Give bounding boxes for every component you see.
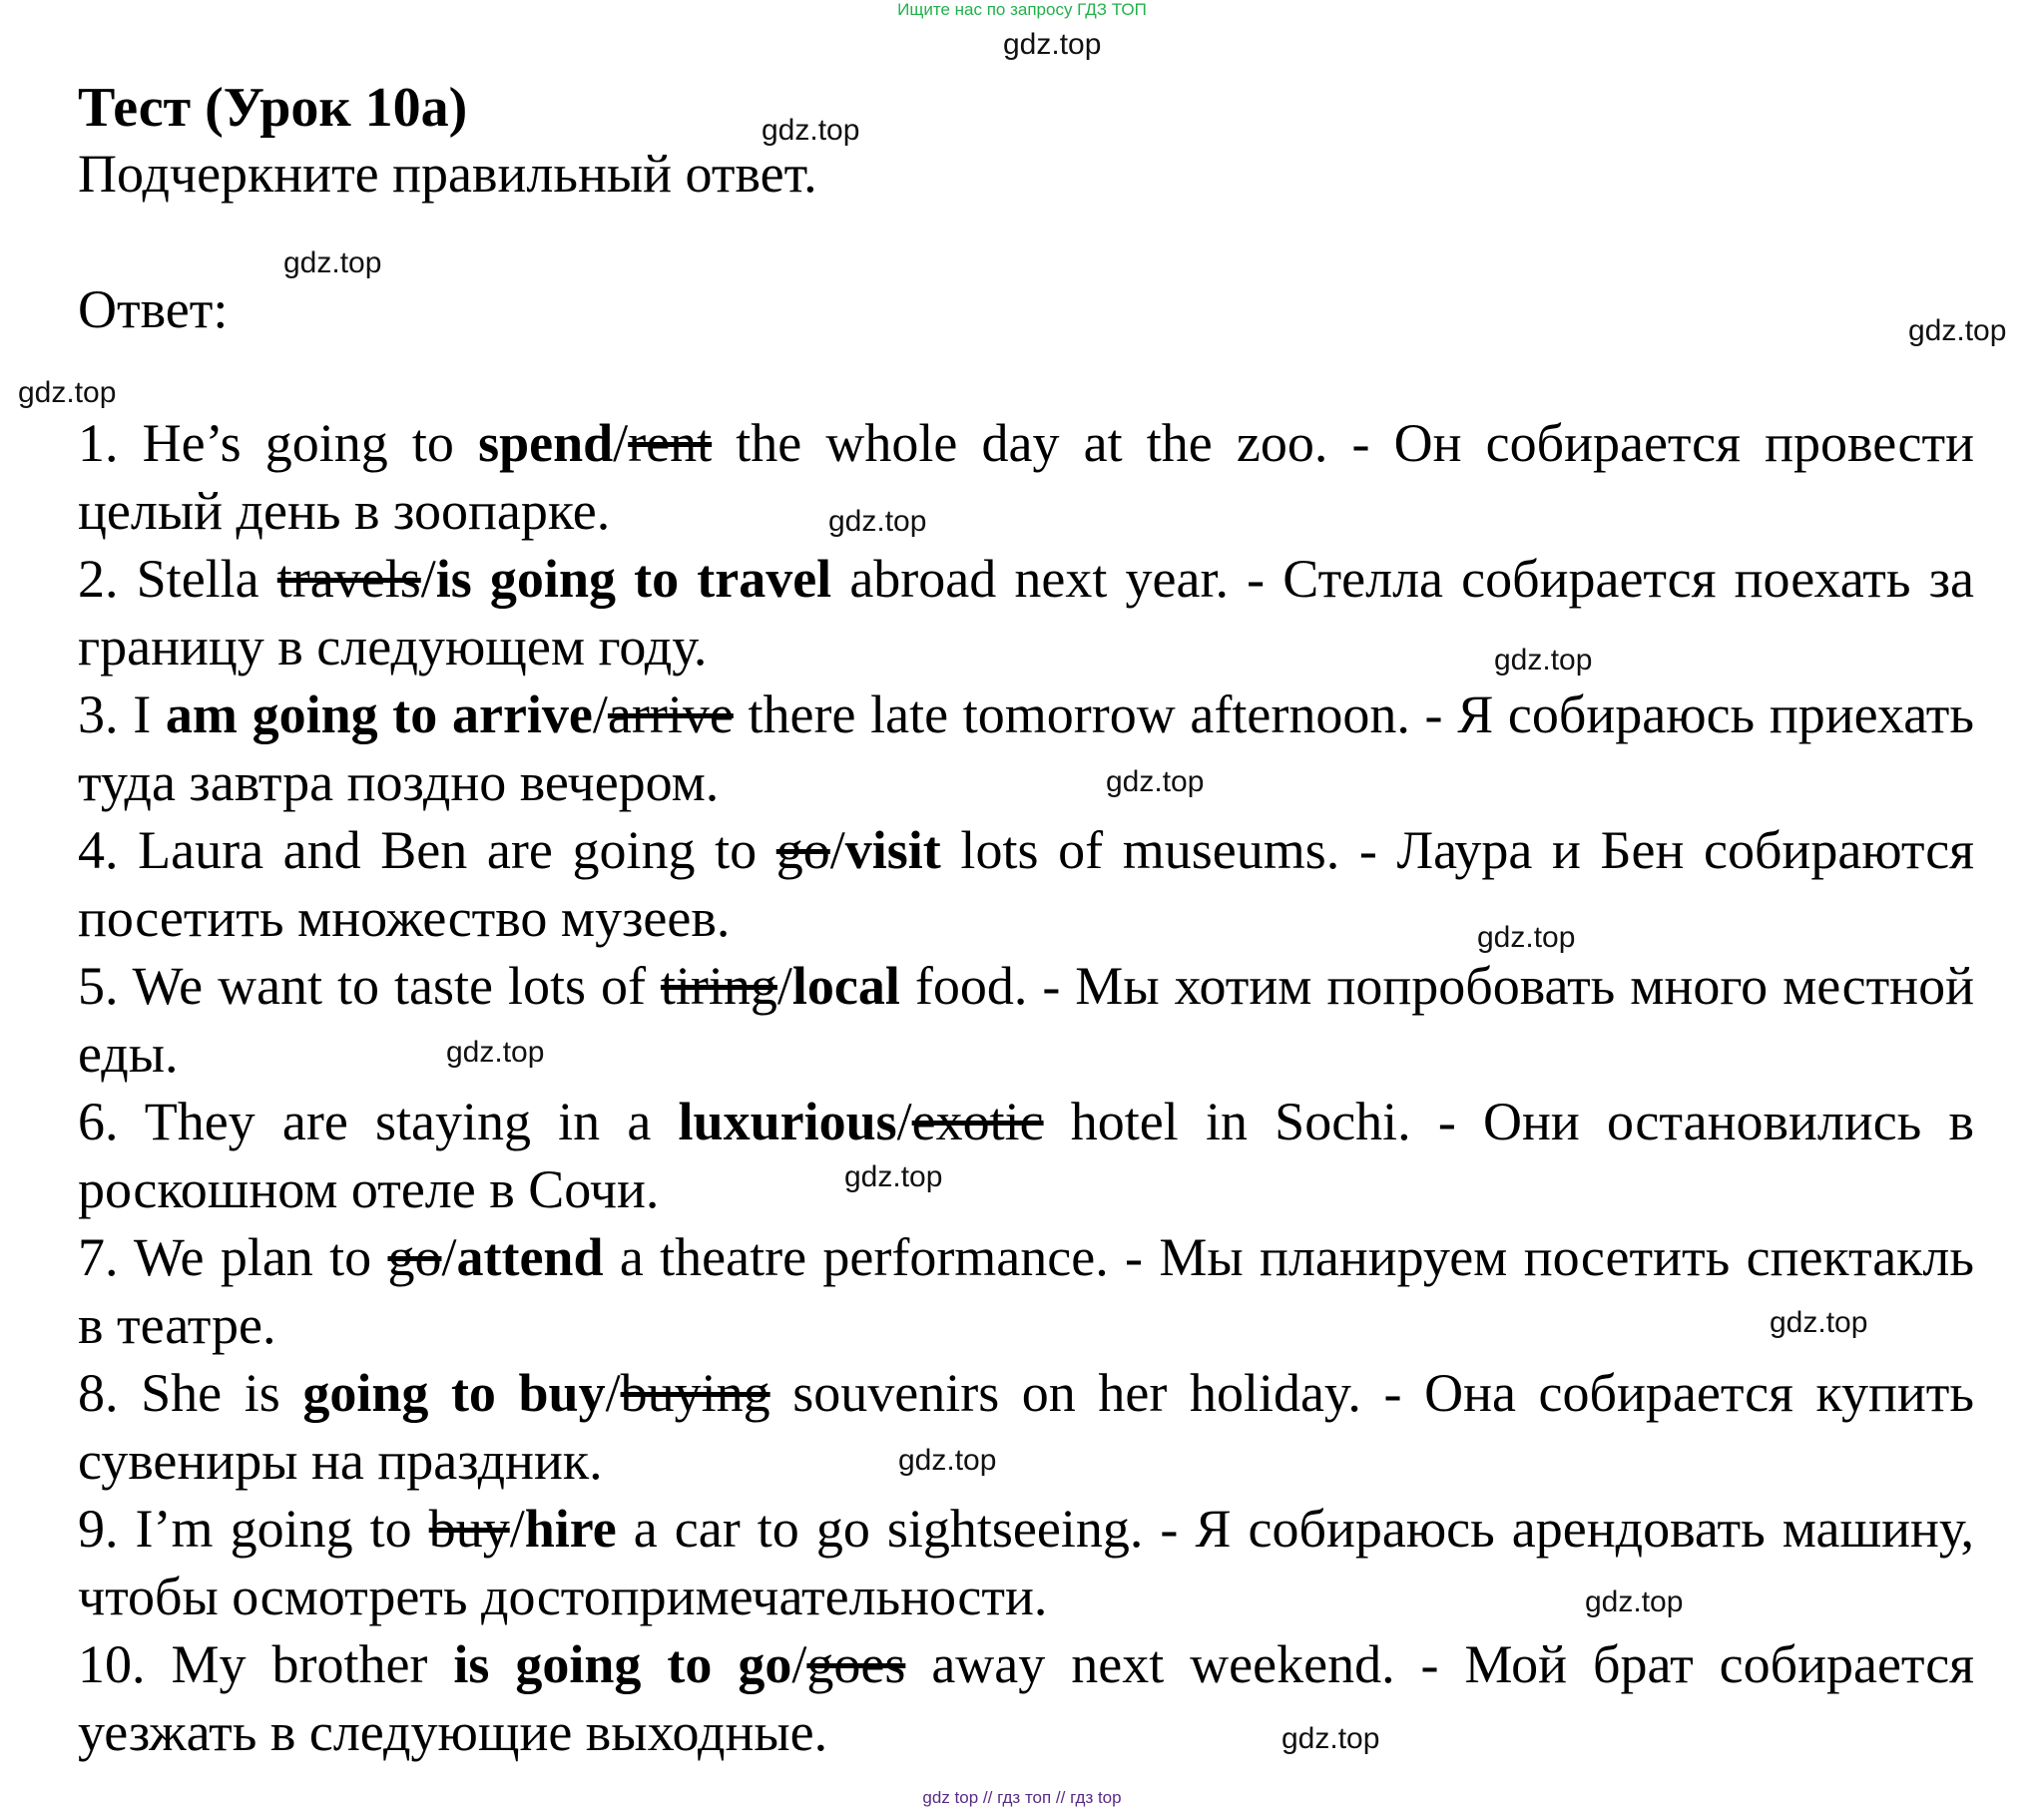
- correct-answer: is going to go: [453, 1634, 792, 1694]
- answer-prefix: 4. Laura and Ben are going to: [78, 820, 776, 880]
- wrong-answer: exotic: [911, 1092, 1044, 1151]
- wrong-answer: goes: [806, 1634, 906, 1694]
- correct-answer: luxurious: [678, 1092, 897, 1151]
- answer-item: [78, 680, 1974, 816]
- answer-list: [78, 409, 1974, 1766]
- correct-answer: going to buy: [302, 1363, 606, 1423]
- correct-answer: hire: [524, 1499, 617, 1559]
- correct-answer: attend: [456, 1227, 604, 1287]
- answer-suffix: lots of museums. - Лаура и Бен собираются посетить множество музеев.: [78, 820, 1974, 948]
- answer-item: [78, 816, 1974, 952]
- separator: /: [791, 1634, 807, 1694]
- wrong-answer: rent: [628, 413, 713, 473]
- watermark: gdz.top: [898, 1444, 997, 1477]
- answer-item: [78, 1495, 1974, 1630]
- instruction: Подчеркните правильный ответ.: [78, 144, 817, 204]
- correct-answer: is going to travel: [435, 549, 832, 609]
- watermark: gdz.top: [1281, 1722, 1380, 1755]
- answer-item: [78, 1088, 1974, 1223]
- answer-prefix: 5. We want to taste lots of: [78, 956, 661, 1016]
- separator: /: [896, 1092, 912, 1151]
- correct-answer: am going to arrive: [165, 684, 593, 744]
- watermark: gdz.top: [1477, 921, 1576, 954]
- answer-item: [78, 409, 1974, 545]
- wrong-answer: buying: [620, 1363, 770, 1423]
- separator: /: [420, 549, 436, 609]
- separator: /: [776, 956, 792, 1016]
- watermark: gdz.top: [1106, 765, 1205, 798]
- top-banner: Ищите нас по запросу ГДЗ ТОП: [897, 0, 1147, 19]
- answer-suffix: away next weekend. - Мой брат собирается уезжать в следующие выходные.: [78, 1634, 1974, 1762]
- answer-prefix: 3. I: [78, 684, 166, 744]
- answer-prefix: 9. I’m going to: [78, 1499, 429, 1559]
- answer-item: [78, 1359, 1974, 1495]
- watermark: gdz.top: [844, 1160, 943, 1193]
- wrong-answer: arrive: [607, 684, 734, 744]
- separator: /: [605, 1363, 621, 1423]
- correct-answer: visit: [844, 820, 941, 880]
- answer-item: [78, 1223, 1974, 1359]
- wrong-answer: buy: [428, 1499, 510, 1559]
- wrong-answer: go: [387, 1227, 442, 1287]
- answer-suffix: the whole day at the zoo. - Он собирается провести целый день в зоопарке.: [78, 413, 1974, 541]
- answer-suffix: a theatre performance. - Мы планируем посетить спектакль в театре.: [78, 1227, 1974, 1355]
- answer-suffix: abroad next year. - Стелла собирается поехать за границу в следующем году.: [78, 549, 1974, 677]
- answer-item: [78, 545, 1974, 680]
- watermark: gdz.top: [1908, 314, 2007, 347]
- page-title: Тест (Урок 10a): [78, 77, 468, 139]
- watermark: gdz.top: [1003, 28, 1102, 61]
- answer-prefix: 6. They are staying in a: [78, 1092, 679, 1151]
- watermark: gdz.top: [1770, 1306, 1868, 1339]
- answer-suffix: food. - Мы хотим попробовать много местной еды.: [78, 956, 1974, 1084]
- footer: gdz top // гдз топ // гдз top: [922, 1788, 1122, 1807]
- separator: /: [441, 1227, 457, 1287]
- answer-item: [78, 952, 1974, 1088]
- wrong-answer: go: [775, 820, 830, 880]
- watermark: gdz.top: [18, 376, 117, 409]
- watermark: gdz.top: [283, 246, 382, 279]
- watermark: gdz.top: [828, 505, 927, 538]
- answer-prefix: 2. Stella: [78, 549, 277, 609]
- wrong-answer: tiring: [660, 956, 777, 1016]
- wrong-answer: travels: [276, 549, 421, 609]
- answer-item: [78, 1630, 1974, 1766]
- separator: /: [592, 684, 608, 744]
- answer-suffix: hotel in Sochi. - Они остановились в роскошном отеле в Сочи.: [78, 1092, 1974, 1219]
- separator: /: [829, 820, 845, 880]
- watermark: gdz.top: [1585, 1585, 1684, 1618]
- separator: /: [613, 413, 629, 473]
- answer-suffix: souvenirs on her holiday. - Она собирается купить сувениры на праздник.: [78, 1363, 1974, 1491]
- answer-prefix: 7. We plan to: [78, 1227, 388, 1287]
- correct-answer: spend: [478, 413, 614, 473]
- watermark: gdz.top: [446, 1036, 545, 1069]
- answer-prefix: 1. He’s going to: [78, 413, 479, 473]
- watermark: gdz.top: [762, 114, 860, 147]
- separator: /: [509, 1499, 525, 1559]
- answer-prefix: 8. She is: [78, 1363, 303, 1423]
- correct-answer: local: [791, 956, 900, 1016]
- answer-label: Ответ:: [78, 279, 229, 339]
- watermark: gdz.top: [1494, 644, 1593, 677]
- answer-suffix: a car to go sightseeing. - Я собираюсь арендовать машину, чтобы осмотреть достопримечательности.: [78, 1499, 1974, 1626]
- answer-prefix: 10. My brother: [78, 1634, 454, 1694]
- answer-suffix: there late tomorrow afternoon. - Я собираюсь приехать туда завтра поздно вечером.: [78, 684, 1975, 812]
